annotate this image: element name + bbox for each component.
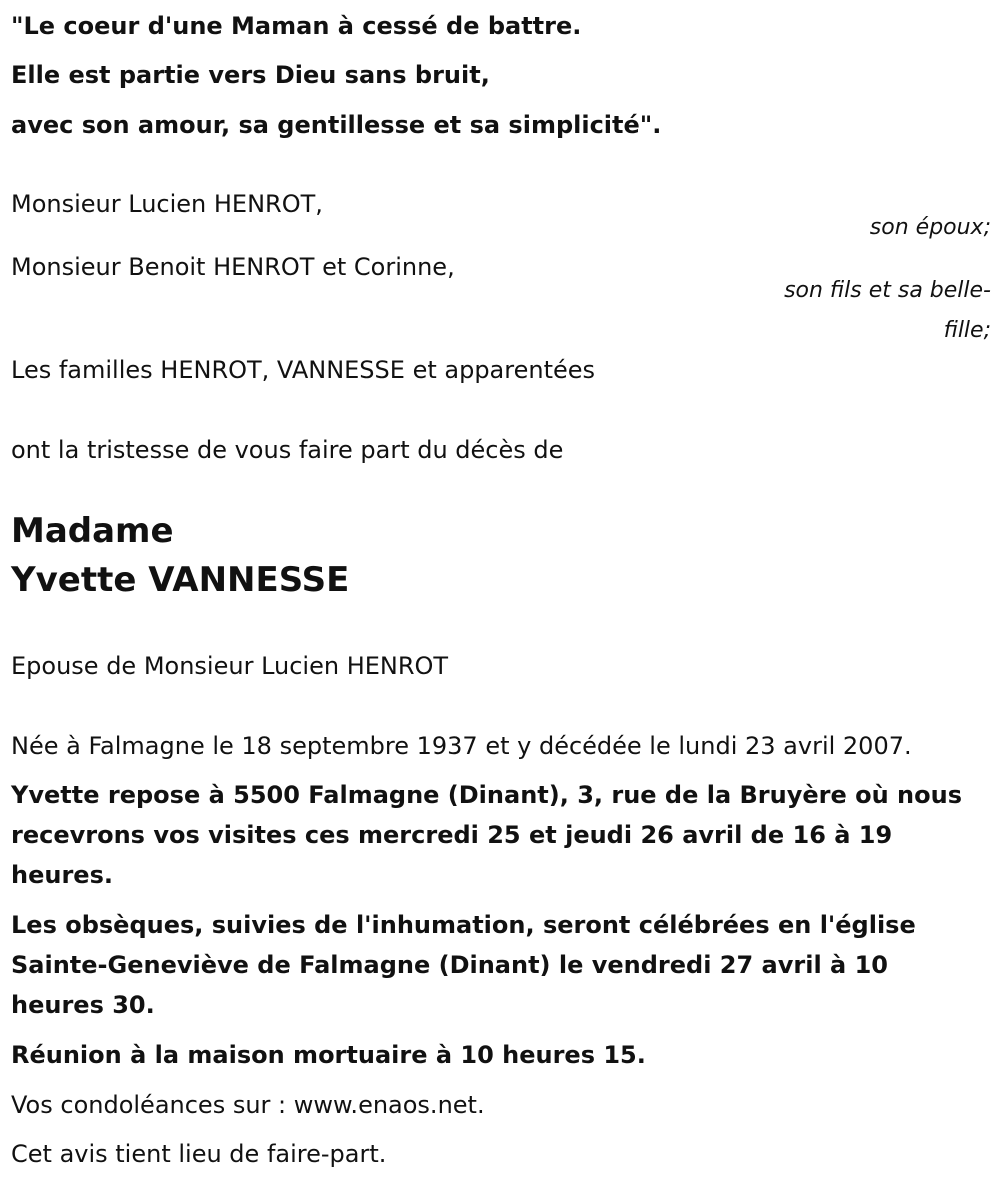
notice-line: Cet avis tient lieu de faire-part.	[11, 1140, 387, 1168]
son-name: Monsieur Benoit HENROT et Corinne,	[11, 253, 455, 281]
obituary-notice	[11, 0, 991, 1189]
announcement: ont la tristesse de vous faire part du décès de	[11, 436, 564, 464]
son-relation-line-1: son fils et sa belle-	[784, 278, 991, 303]
meeting-line: Réunion à la maison mortuaire à 10 heures 15.	[11, 1041, 646, 1069]
birth-death-line: Née à Falmagne le 18 septembre 1937 et y décédée le lundi 23 avril 2007.	[11, 732, 912, 760]
son-relation-line-2: fille;	[943, 318, 991, 343]
visitation-paragraph: Yvette repose à 5500 Falmagne (Dinant), 3, rue de la Bruyère où nous recevrons vos visites ces mercredi 25 et jeudi 26 avril de 16 à 19 heures.	[11, 781, 962, 889]
deceased-name: Yvette VANNESSE	[11, 560, 350, 600]
quote-line-3: avec son amour, sa gentillesse et sa simplicité".	[11, 111, 662, 139]
funeral-paragraph: Les obsèques, suivies de l'inhumation, seront célébrées en l'église Sainte-Geneviève de Falmagne (Dinant) le vendredi 27 avril à 10 heures 30.	[11, 911, 916, 1019]
families-line: Les familles HENROT, VANNESSE et apparentées	[11, 356, 596, 384]
deceased-title: Madame	[11, 511, 174, 551]
husband-relation: son époux;	[869, 215, 991, 240]
husband-name: Monsieur Lucien HENROT,	[11, 190, 323, 218]
quote-line-2: Elle est partie vers Dieu sans bruit,	[11, 61, 490, 89]
condolences-line: Vos condoléances sur : www.enaos.net.	[11, 1091, 485, 1119]
quote-line-1: "Le coeur d'une Maman à cessé de battre.	[11, 12, 582, 40]
spouse-line: Epouse de Monsieur Lucien HENROT	[11, 652, 449, 680]
